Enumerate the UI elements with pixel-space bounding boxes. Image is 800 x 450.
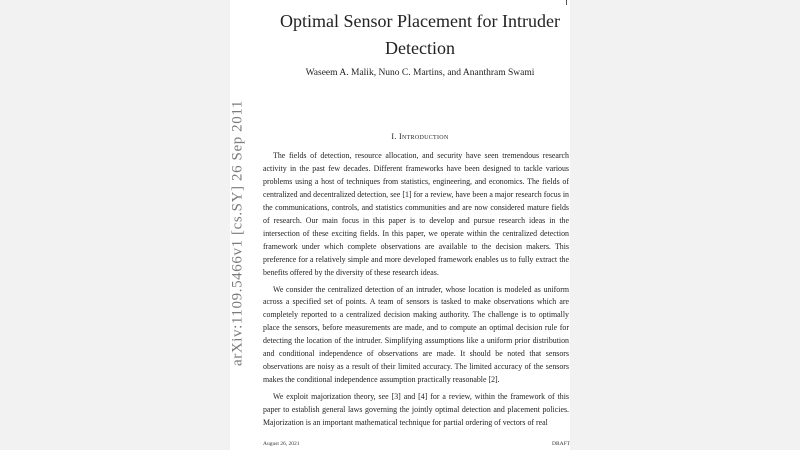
paper-page <box>230 0 570 450</box>
body-text <box>263 150 569 434</box>
paper-title: Optimal Sensor Placement for Intruder Detection <box>280 11 560 58</box>
section-number: I. <box>391 132 397 141</box>
footer-date: August 26, 2021 <box>263 441 300 447</box>
right-margin-area <box>570 0 800 450</box>
paragraph-2: We consider the centralized detection of an intruder, whose location is modeled as uniform across a specified set of points. A team of sensors is tasked to make observations which are completely reported to a centralized decision making authority. The challenge is to optimally place the sensors, before measurements are made, and to compute an optimal decision rule for detecting the location of the intruder. Simplifying assumptions like a uniform prior distribution and conditional independence of observations are made. It should be noted that sensors observations are noisy as a result of their limited accuracy. The limited accuracy of the sensors makes the conditional independence assumption practically reasonable [2]. <box>263 284 569 385</box>
paper-authors: Waseem A. Malik, Nuno C. Martins, and Ananthram Swami <box>305 68 535 78</box>
section-title: Introduction <box>398 132 449 141</box>
arxiv-stamp: arXiv:1109.5466v1 [cs.SY] 26 Sep 2011 <box>229 99 246 367</box>
paragraph-1: The fields of detection, resource allocation, and security have seen tremendous research activity in the past few decades. Different frameworks have been designed to tackle various problems using a host of techniques from statistics, engineering, and economics. The fields of centralized and decentralized detection, see [1] for a review, have been a major research focus in the communications, controls, and statistics communities and are now considered mature fields of research. Our main focus in this paper is to develop and pursue research ideas in the intersection of these exciting fields. In this paper, we operate within the centralized detection framework under which complete observations are available to the decision makers. This preference for a relatively simple and more developed framework enables us to fully extract the benefits offered by the diversity of these research ideas. <box>263 151 569 277</box>
section-heading <box>270 132 570 141</box>
page-corner-mark <box>566 0 567 5</box>
paragraph-3: We exploit majorization theory, see [3] and [4] for a review, within the framework of this paper to establish general laws governing the jointly optimal detection and placement policies. Majorization is an important mathematical technique for partial ordering of vectors of real <box>263 392 569 428</box>
footer-draft-label: DRAFT <box>551 441 570 447</box>
